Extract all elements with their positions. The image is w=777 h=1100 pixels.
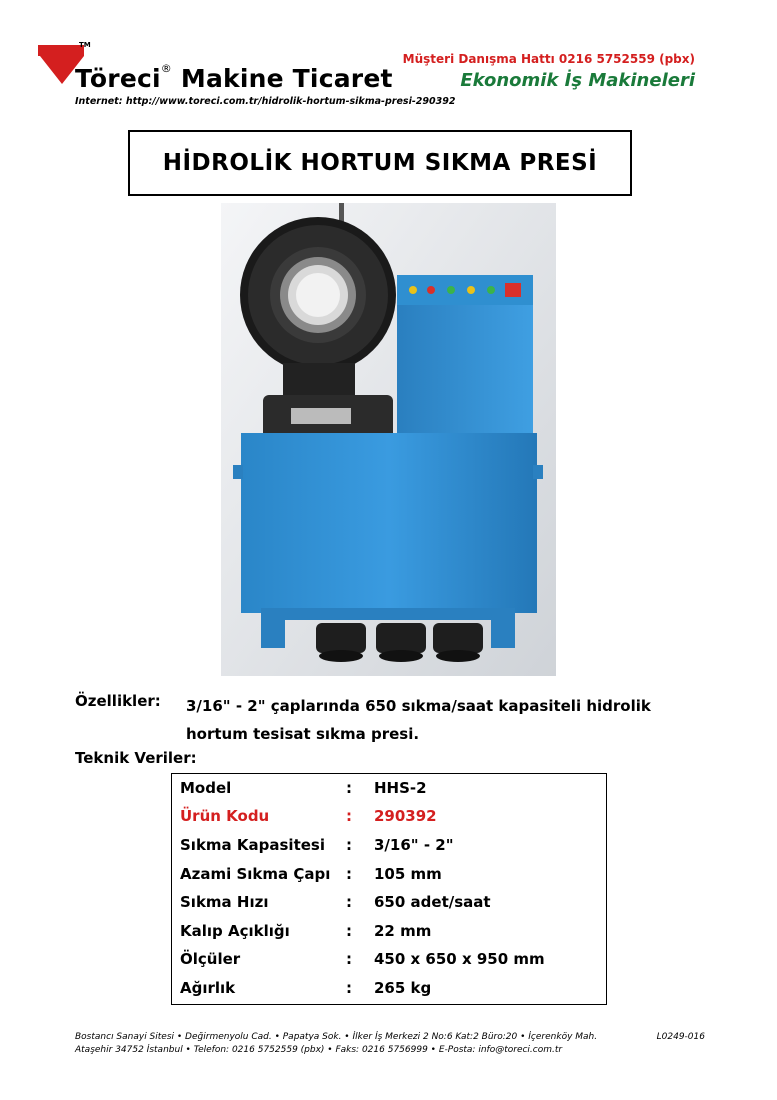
- spec-key: Sıkma Kapasitesi: [180, 836, 325, 854]
- spec-row-speed: [180, 888, 491, 916]
- footer-address-line1: Bostancı Sanayi Sitesi • Değirmenyolu Cad. • Papatya Sok. • İlker İş Merkezi 2 No:6 Kat:2 Büro:20 • İçerenköy Mah.: [75, 1032, 598, 1042]
- spec-key: Model: [180, 779, 232, 797]
- spec-row-weight: [180, 974, 431, 1002]
- spec-value: 265 kg: [374, 979, 432, 997]
- spec-key: Azami Sıkma Çapı: [180, 865, 331, 883]
- features-label: Özellikler:: [75, 692, 161, 710]
- spec-colon: :: [346, 836, 352, 854]
- page-title: HİDROLİK HORTUM SIKMA PRESİ: [162, 150, 598, 176]
- page-url: Internet: http://www.toreci.com.tr/hidrolik-hortum-sikma-presi-290392: [75, 96, 456, 107]
- spec-colon: :: [346, 950, 352, 968]
- trademark-mark: TM: [79, 41, 91, 49]
- spec-value: 650 adet/saat: [374, 893, 491, 911]
- spec-key: Kalıp Açıklığı: [180, 922, 290, 940]
- spec-colon: :: [346, 979, 352, 997]
- spec-colon: :: [346, 922, 352, 940]
- footer-address-line2: Ataşehir 34752 İstanbul • Telefon: 0216 5752559 (pbx) • Faks: 0216 5756999 • E-Posta: info@toreci.com.tr: [75, 1045, 563, 1055]
- spec-colon: :: [346, 893, 352, 911]
- spec-row-dimensions: [180, 945, 545, 973]
- spec-key: Ağırlık: [180, 979, 236, 997]
- spec-value: 3/16" - 2": [374, 836, 454, 854]
- slogan: Ekonomik İş Makineleri: [460, 70, 695, 91]
- title-box: [128, 130, 632, 196]
- spec-colon: :: [346, 779, 352, 797]
- tech-data-label: Teknik Veriler:: [75, 749, 197, 767]
- spec-colon: :: [346, 865, 352, 883]
- brand-name: Töreci® Makine Ticaret: [75, 62, 393, 93]
- spec-value: 450 x 650 x 950 mm: [374, 950, 545, 968]
- spec-key: Sıkma Hızı: [180, 893, 269, 911]
- spec-value: 22 mm: [374, 922, 432, 940]
- spec-row-model: [180, 774, 427, 802]
- features-text: 3/16" - 2" çaplarında 650 sıkma/saat kapasiteli hidrolik hortum tesisat sıkma presi.: [186, 697, 651, 743]
- spec-value: 105 mm: [374, 865, 442, 883]
- spec-row-die-opening: [180, 917, 431, 945]
- product-photo: [221, 203, 556, 676]
- logo-t-top: [38, 45, 84, 56]
- spec-row-capacity: [180, 831, 454, 859]
- spec-value: 290392: [374, 807, 437, 825]
- spec-row-product-code: [180, 802, 437, 830]
- spec-table: [171, 773, 607, 1005]
- spec-value: HHS-2: [374, 779, 427, 797]
- spec-row-max-diameter: [180, 860, 442, 888]
- hotline-text: Müşteri Danışma Hattı 0216 5752559 (pbx): [402, 52, 695, 66]
- spec-key: Ürün Kodu: [180, 807, 270, 825]
- document-id: L0249-016: [656, 1032, 705, 1042]
- spec-key: Ölçüler: [180, 950, 241, 968]
- spec-colon: :: [346, 807, 352, 825]
